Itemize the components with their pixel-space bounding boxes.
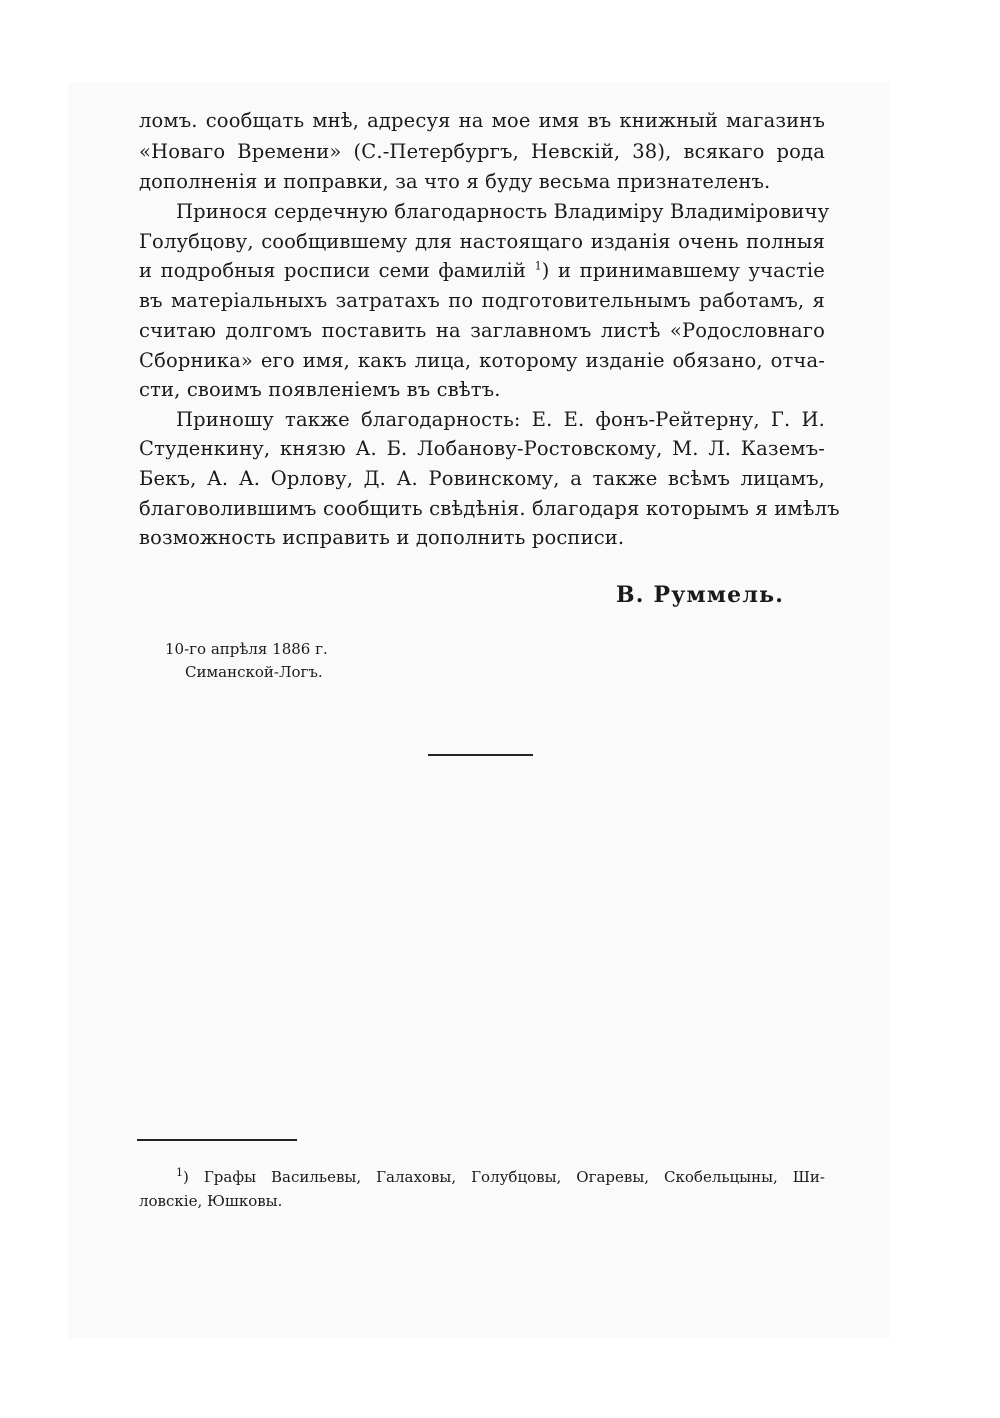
text-line: возможность исправить и дополнить росписи. bbox=[139, 526, 625, 549]
text-line: дополненія и поправки, за что я буду весьма признателенъ. bbox=[139, 170, 771, 193]
text-line: считаю долгомъ поставить на заглавномъ листѣ «Родословнаго bbox=[139, 319, 825, 342]
text-line: Голубцову, сообщившему для настоящаго изданія очень полныя bbox=[139, 230, 825, 253]
footnote-text: ) Графы Васильевы, Галаховы, Голубцовы, Огаревы, Скобельцыны, Ши- bbox=[183, 1168, 825, 1186]
text-segment: и подробныя росписи семи фамилій bbox=[139, 259, 527, 282]
author-signature: В. Руммель. bbox=[616, 582, 785, 608]
footnote-text-line bbox=[176, 1168, 825, 1186]
text-segment: ) и принимавшему участіе bbox=[541, 259, 825, 282]
text-line: сти, своимъ появленіемъ въ свѣтъ. bbox=[139, 378, 501, 401]
text-line: Сборника» его имя, какъ лица, которому изданіе обязано, отча- bbox=[139, 349, 825, 372]
footnote-divider bbox=[137, 1139, 297, 1141]
text-line: благоволившимъ сообщить свѣдѣнія. благодаря которымъ я имѣлъ bbox=[139, 497, 840, 520]
text-line: Приношу также благодарность: Е. Е. фонъ-Рейтерну, Г. И. bbox=[176, 408, 825, 431]
footnote-marker: 1 bbox=[176, 1166, 183, 1179]
text-line: Принося сердечную благодарность Владиміру Владиміровичу bbox=[176, 200, 830, 223]
text-line: «Новаго Времени» (С.-Петербургъ, Невскій, 38), всякаго рода bbox=[139, 140, 825, 163]
text-line-with-footnote-ref bbox=[139, 260, 825, 282]
text-line: въ матеріальныхъ затратахъ по подготовительнымъ работамъ, я bbox=[139, 289, 825, 312]
footnote-text-line: ловскіе, Юшковы. bbox=[139, 1192, 283, 1210]
date-line: 10-го апрѣля 1886 г. bbox=[165, 640, 328, 658]
section-divider bbox=[428, 754, 533, 756]
text-line: Студенкину, князю А. Б. Лобанову-Ростовскому, М. Л. Каземъ- bbox=[139, 437, 825, 460]
place-line: Симанской-Логъ. bbox=[185, 663, 323, 681]
text-line: Бекъ, А. А. Орлову, Д. А. Ровинскому, а также всѣмъ лицамъ, bbox=[139, 467, 825, 490]
text-line: ломъ. сообщать мнѣ, адресуя на мое имя въ книжный магазинъ bbox=[139, 109, 825, 132]
footnote-reference[interactable]: 1 bbox=[534, 259, 542, 273]
